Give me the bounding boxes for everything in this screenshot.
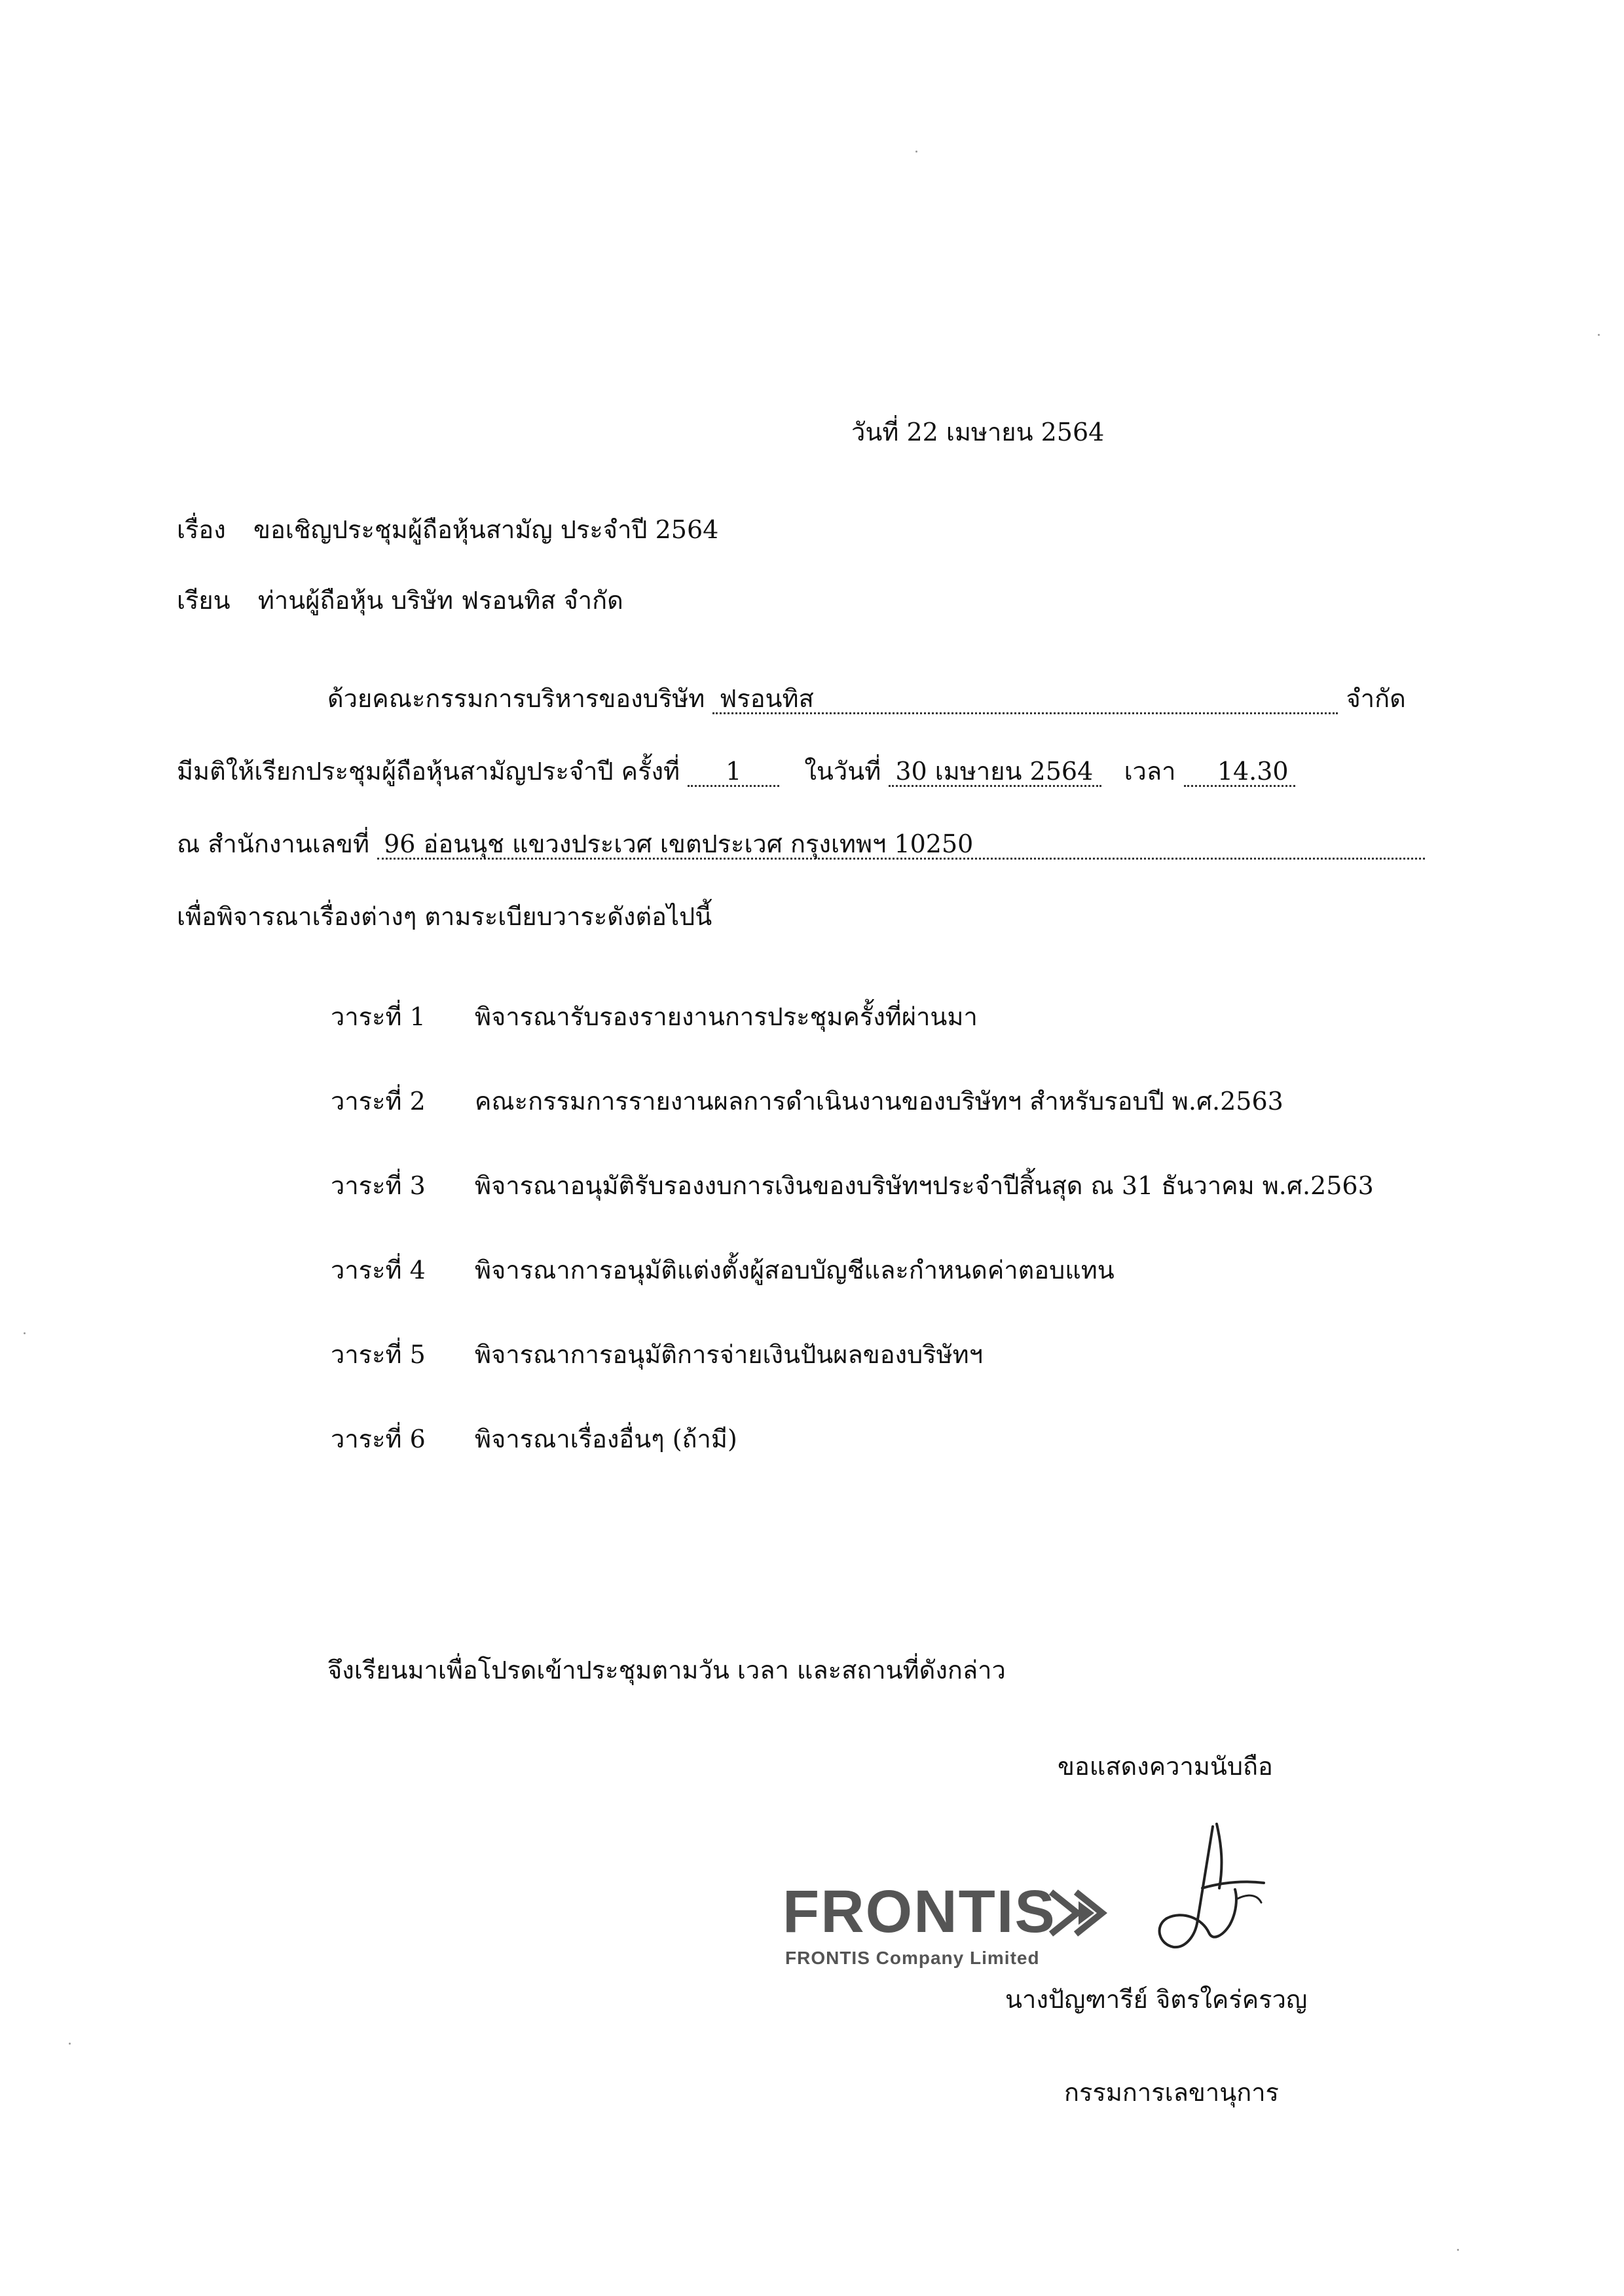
scan-speck bbox=[1598, 334, 1600, 336]
agenda-item bbox=[331, 1000, 978, 1034]
agenda-text: พิจารณารับรองรายงานการประชุมครั้งที่ผ่านมา bbox=[475, 1002, 978, 1031]
agenda-number: วาระที่ 3 bbox=[331, 1171, 426, 1200]
address-field: 96 อ่อนนุช แขวงประเวศ เขตประเวศ กรุงเทพฯ 10250 bbox=[377, 830, 1425, 860]
subject-line bbox=[177, 513, 718, 547]
agenda-text: พิจารณาเรื่องอื่นๆ (ถ้ามี) bbox=[475, 1425, 737, 1453]
agenda-number: วาระที่ 2 bbox=[331, 1087, 426, 1116]
agenda-item bbox=[331, 1169, 1374, 1203]
agenda-item bbox=[331, 1253, 1115, 1287]
body-line-1 bbox=[327, 682, 1406, 716]
agenda-number: วาระที่ 5 bbox=[331, 1340, 426, 1369]
agenda-number: วาระที่ 1 bbox=[331, 1002, 426, 1031]
body-line-1-prefix: ด้วยคณะกรรมการบริหารของบริษัท bbox=[327, 684, 705, 713]
closing-line: จึงเรียนมาเพื่อโปรดเข้าประชุมตามวัน เวลา และสถานที่ดังกล่าว bbox=[327, 1656, 1006, 1685]
stamp-subtitle: FRONTIS Company Limited bbox=[785, 1948, 1040, 1968]
meeting-number-field: 1 bbox=[688, 757, 779, 787]
recipient-text: ท่านผู้ถือหุ้น บริษัท ฟรอนทิส จำกัด bbox=[257, 586, 623, 615]
recipient-line bbox=[177, 583, 623, 617]
scan-speck bbox=[1457, 2249, 1459, 2251]
agenda-number: วาระที่ 6 bbox=[331, 1425, 426, 1453]
agenda-text: พิจารณาการอนุมัติการจ่ายเงินปันผลของบริษัทฯ bbox=[475, 1340, 984, 1369]
body-line-3 bbox=[177, 827, 1425, 861]
agenda-text: พิจารณาการอนุมัติแต่งตั้งผู้สอบบัญชีและกำหนดค่าตอบแทน bbox=[475, 1256, 1115, 1285]
recipient-label: เรียน bbox=[177, 586, 231, 615]
agenda-text: คณะกรรมการรายงานผลการดำเนินงานของบริษัทฯ สำหรับรอบปี พ.ศ.2563 bbox=[475, 1087, 1283, 1116]
body-line-4: เพื่อพิจารณาเรื่องต่างๆ ตามระเบียบวาระดังต่อไปนี้ bbox=[177, 902, 712, 931]
signer-name: นางปัญฑารีย์ จิตรใคร่ครวญ bbox=[1005, 1985, 1308, 2014]
meeting-time-field: 14.30 bbox=[1184, 757, 1295, 787]
letter-date: วันที่ 22 เมษายน 2564 bbox=[851, 418, 1105, 446]
subject-label: เรื่อง bbox=[177, 515, 226, 544]
time-label: เวลา bbox=[1124, 757, 1176, 786]
company-stamp bbox=[783, 1879, 1123, 1977]
body-line-2-prefix: มีมติให้เรียกประชุมผู้ถือหุ้นสามัญประจำปี ครั้งที่ bbox=[177, 757, 680, 786]
subject-text: ขอเชิญประชุมผู้ถือหุ้นสามัญ ประจำปี 2564 bbox=[253, 515, 719, 544]
company-name-field: ฟรอนทิส bbox=[712, 685, 1338, 714]
body-line-3-prefix: ณ สำนักงานเลขที่ bbox=[177, 829, 370, 858]
meeting-date-field: 30 เมษายน 2564 bbox=[889, 757, 1101, 787]
agenda-number: วาระที่ 4 bbox=[331, 1256, 426, 1285]
body-line-1-suffix: จำกัด bbox=[1346, 684, 1406, 713]
agenda-item bbox=[331, 1422, 737, 1456]
double-chevron-icon bbox=[1044, 1888, 1123, 1938]
agenda-item bbox=[331, 1084, 1283, 1118]
date-label: ในวันที่ bbox=[804, 757, 881, 786]
stamp-name: FRONTIS bbox=[783, 1878, 1056, 1945]
regards-line: ขอแสดงความนับถือ bbox=[1058, 1752, 1273, 1781]
signer-title: กรรมการเลขานุการ bbox=[1064, 2078, 1279, 2107]
agenda-item bbox=[331, 1338, 983, 1372]
agenda-text: พิจารณาอนุมัติรับรองงบการเงินของบริษัทฯประจำปีสิ้นสุด ณ 31 ธันวาคม พ.ศ.2563 bbox=[475, 1171, 1374, 1200]
scan-speck bbox=[69, 2043, 71, 2045]
scan-speck bbox=[915, 151, 917, 153]
handwritten-signature bbox=[1139, 1820, 1270, 1964]
body-line-2 bbox=[177, 754, 1295, 788]
scan-speck bbox=[24, 1332, 26, 1334]
